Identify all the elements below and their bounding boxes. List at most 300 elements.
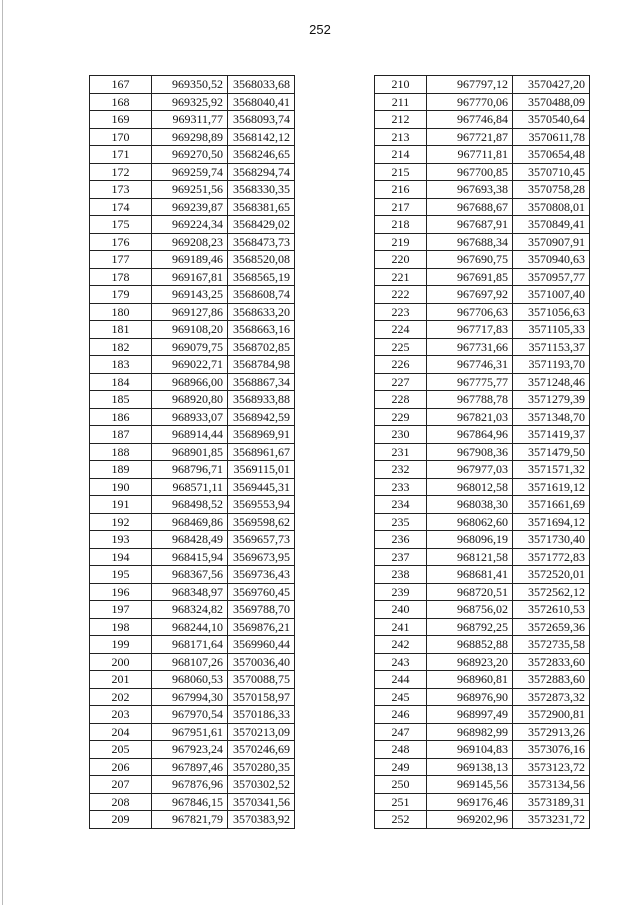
table-row: [375, 741, 590, 759]
table-row: [90, 618, 295, 636]
y-coordinate-cell: 3570186,33: [228, 706, 295, 724]
x-coordinate-cell: 968121,58: [427, 548, 513, 566]
y-coordinate-cell: 3570158,97: [228, 688, 295, 706]
y-coordinate-cell: 3570957,77: [513, 268, 590, 286]
point-number-cell: 200: [90, 653, 152, 671]
x-coordinate-cell: 969325,92: [152, 93, 228, 111]
table-row: [90, 111, 295, 129]
table-row: [90, 811, 295, 829]
table-row: [375, 461, 590, 479]
y-coordinate-cell: 3573134,56: [513, 776, 590, 794]
point-number-cell: 168: [90, 93, 152, 111]
y-coordinate-cell: 3569736,43: [228, 566, 295, 584]
table-row: [90, 233, 295, 251]
table-row: [375, 793, 590, 811]
table-row: [90, 198, 295, 216]
x-coordinate-cell: 968920,80: [152, 391, 228, 409]
y-coordinate-cell: 3568142,12: [228, 128, 295, 146]
y-coordinate-cell: 3569657,73: [228, 531, 295, 549]
y-coordinate-cell: 3570280,35: [228, 758, 295, 776]
point-number-cell: 244: [375, 671, 427, 689]
point-number-cell: 250: [375, 776, 427, 794]
table-row: [90, 373, 295, 391]
point-number-cell: 229: [375, 408, 427, 426]
y-coordinate-cell: 3568093,74: [228, 111, 295, 129]
y-coordinate-cell: 3568246,65: [228, 146, 295, 164]
point-number-cell: 223: [375, 303, 427, 321]
table-row: [90, 76, 295, 94]
x-coordinate-cell: 968923,20: [427, 653, 513, 671]
y-coordinate-cell: 3571007,40: [513, 286, 590, 304]
point-number-cell: 247: [375, 723, 427, 741]
table-row: [90, 181, 295, 199]
x-coordinate-cell: 967688,67: [427, 198, 513, 216]
y-coordinate-cell: 3570907,91: [513, 233, 590, 251]
x-coordinate-cell: 968976,90: [427, 688, 513, 706]
x-coordinate-cell: 967797,12: [427, 76, 513, 94]
x-coordinate-cell: 968367,56: [152, 566, 228, 584]
point-number-cell: 191: [90, 496, 152, 514]
y-coordinate-cell: 3572735,58: [513, 636, 590, 654]
y-coordinate-cell: 3573123,72: [513, 758, 590, 776]
y-coordinate-cell: 3568520,08: [228, 251, 295, 269]
coordinates-table-right-body: [375, 76, 590, 829]
point-number-cell: 238: [375, 566, 427, 584]
point-number-cell: 183: [90, 356, 152, 374]
table-row: [375, 338, 590, 356]
table-row: [90, 286, 295, 304]
y-coordinate-cell: 3572900,81: [513, 706, 590, 724]
y-coordinate-cell: 3572883,60: [513, 671, 590, 689]
x-coordinate-cell: 969104,83: [427, 741, 513, 759]
table-row: [90, 601, 295, 619]
table-row: [90, 688, 295, 706]
point-number-cell: 222: [375, 286, 427, 304]
table-row: [90, 443, 295, 461]
point-number-cell: 208: [90, 793, 152, 811]
table-row: [90, 583, 295, 601]
point-number-cell: 239: [375, 583, 427, 601]
y-coordinate-cell: 3570302,52: [228, 776, 295, 794]
x-coordinate-cell: 967994,30: [152, 688, 228, 706]
point-number-cell: 182: [90, 338, 152, 356]
x-coordinate-cell: 968107,26: [152, 653, 228, 671]
x-coordinate-cell: 967721,87: [427, 128, 513, 146]
point-number-cell: 175: [90, 216, 152, 234]
y-coordinate-cell: 3571153,37: [513, 338, 590, 356]
y-coordinate-cell: 3572873,32: [513, 688, 590, 706]
table-row: [90, 758, 295, 776]
x-coordinate-cell: 969202,96: [427, 811, 513, 829]
table-row: [90, 653, 295, 671]
x-coordinate-cell: 968096,19: [427, 531, 513, 549]
y-coordinate-cell: 3572520,01: [513, 566, 590, 584]
y-coordinate-cell: 3569445,31: [228, 478, 295, 496]
x-coordinate-cell: 967821,03: [427, 408, 513, 426]
table-row: [90, 706, 295, 724]
x-coordinate-cell: 969208,23: [152, 233, 228, 251]
point-number-cell: 189: [90, 461, 152, 479]
y-coordinate-cell: 3568702,85: [228, 338, 295, 356]
coordinates-table-right: [374, 75, 590, 829]
table-row: [375, 198, 590, 216]
x-coordinate-cell: 969298,89: [152, 128, 228, 146]
y-coordinate-cell: 3571419,37: [513, 426, 590, 444]
point-number-cell: 220: [375, 251, 427, 269]
y-coordinate-cell: 3570036,40: [228, 653, 295, 671]
point-number-cell: 228: [375, 391, 427, 409]
point-number-cell: 215: [375, 163, 427, 181]
x-coordinate-cell: 968062,60: [427, 513, 513, 531]
point-number-cell: 233: [375, 478, 427, 496]
x-coordinate-cell: 969189,46: [152, 251, 228, 269]
y-coordinate-cell: 3569960,44: [228, 636, 295, 654]
y-coordinate-cell: 3570654,48: [513, 146, 590, 164]
table-row: [90, 636, 295, 654]
point-number-cell: 197: [90, 601, 152, 619]
x-coordinate-cell: 968348,97: [152, 583, 228, 601]
point-number-cell: 210: [375, 76, 427, 94]
point-number-cell: 231: [375, 443, 427, 461]
table-row: [375, 478, 590, 496]
table-row: [90, 163, 295, 181]
x-coordinate-cell: 968171,64: [152, 636, 228, 654]
table-row: [375, 776, 590, 794]
x-coordinate-cell: 969108,20: [152, 321, 228, 339]
table-row: [375, 531, 590, 549]
table-row: [375, 636, 590, 654]
point-number-cell: 196: [90, 583, 152, 601]
point-number-cell: 204: [90, 723, 152, 741]
y-coordinate-cell: 3570427,20: [513, 76, 590, 94]
x-coordinate-cell: 969259,74: [152, 163, 228, 181]
y-coordinate-cell: 3568565,19: [228, 268, 295, 286]
y-coordinate-cell: 3569673,95: [228, 548, 295, 566]
y-coordinate-cell: 3571193,70: [513, 356, 590, 374]
scan-edge-line: [2, 0, 3, 905]
table-row: [90, 93, 295, 111]
y-coordinate-cell: 3569876,21: [228, 618, 295, 636]
y-coordinate-cell: 3569553,94: [228, 496, 295, 514]
x-coordinate-cell: 967746,31: [427, 356, 513, 374]
x-coordinate-cell: 968415,94: [152, 548, 228, 566]
point-number-cell: 227: [375, 373, 427, 391]
point-number-cell: 249: [375, 758, 427, 776]
table-row: [90, 531, 295, 549]
y-coordinate-cell: 3572913,26: [513, 723, 590, 741]
table-row: [90, 513, 295, 531]
table-row: [90, 251, 295, 269]
y-coordinate-cell: 3570808,01: [513, 198, 590, 216]
table-row: [90, 216, 295, 234]
x-coordinate-cell: 969079,75: [152, 338, 228, 356]
point-number-cell: 192: [90, 513, 152, 531]
x-coordinate-cell: 968324,82: [152, 601, 228, 619]
table-row: [375, 216, 590, 234]
y-coordinate-cell: 3568867,34: [228, 373, 295, 391]
y-coordinate-cell: 3570940,63: [513, 251, 590, 269]
coordinates-table-left: [89, 75, 295, 829]
x-coordinate-cell: 969224,34: [152, 216, 228, 234]
table-row: [90, 723, 295, 741]
y-coordinate-cell: 3571661,69: [513, 496, 590, 514]
table-row: [90, 426, 295, 444]
y-coordinate-cell: 3568294,74: [228, 163, 295, 181]
point-number-cell: 241: [375, 618, 427, 636]
table-row: [375, 93, 590, 111]
point-number-cell: 212: [375, 111, 427, 129]
point-number-cell: 193: [90, 531, 152, 549]
y-coordinate-cell: 3570540,64: [513, 111, 590, 129]
y-coordinate-cell: 3568473,73: [228, 233, 295, 251]
table-row: [375, 356, 590, 374]
y-coordinate-cell: 3571571,32: [513, 461, 590, 479]
point-number-cell: 225: [375, 338, 427, 356]
y-coordinate-cell: 3571479,50: [513, 443, 590, 461]
y-coordinate-cell: 3570246,69: [228, 741, 295, 759]
point-number-cell: 201: [90, 671, 152, 689]
point-number-cell: 205: [90, 741, 152, 759]
x-coordinate-cell: 967697,92: [427, 286, 513, 304]
table-row: [90, 321, 295, 339]
table-row: [375, 583, 590, 601]
x-coordinate-cell: 967951,61: [152, 723, 228, 741]
table-row: [375, 548, 590, 566]
y-coordinate-cell: 3568961,67: [228, 443, 295, 461]
point-number-cell: 207: [90, 776, 152, 794]
x-coordinate-cell: 968469,86: [152, 513, 228, 531]
y-coordinate-cell: 3572562,12: [513, 583, 590, 601]
table-row: [375, 618, 590, 636]
y-coordinate-cell: 3569115,01: [228, 461, 295, 479]
x-coordinate-cell: 967846,15: [152, 793, 228, 811]
y-coordinate-cell: 3570341,56: [228, 793, 295, 811]
point-number-cell: 169: [90, 111, 152, 129]
x-coordinate-cell: 967746,84: [427, 111, 513, 129]
x-coordinate-cell: 967908,36: [427, 443, 513, 461]
point-number-cell: 199: [90, 636, 152, 654]
point-number-cell: 174: [90, 198, 152, 216]
x-coordinate-cell: 969167,81: [152, 268, 228, 286]
y-coordinate-cell: 3568784,98: [228, 356, 295, 374]
x-coordinate-cell: 968852,88: [427, 636, 513, 654]
point-number-cell: 184: [90, 373, 152, 391]
table-row: [375, 76, 590, 94]
x-coordinate-cell: 968244,10: [152, 618, 228, 636]
table-row: [375, 111, 590, 129]
table-row: [375, 688, 590, 706]
table-row: [375, 321, 590, 339]
x-coordinate-cell: 967700,85: [427, 163, 513, 181]
y-coordinate-cell: 3572610,53: [513, 601, 590, 619]
x-coordinate-cell: 967706,63: [427, 303, 513, 321]
y-coordinate-cell: 3569598,62: [228, 513, 295, 531]
y-coordinate-cell: 3571619,12: [513, 478, 590, 496]
x-coordinate-cell: 969311,77: [152, 111, 228, 129]
point-number-cell: 232: [375, 461, 427, 479]
page-number: 252: [309, 22, 331, 37]
table-row: [375, 146, 590, 164]
point-number-cell: 242: [375, 636, 427, 654]
point-number-cell: 177: [90, 251, 152, 269]
point-number-cell: 179: [90, 286, 152, 304]
point-number-cell: 218: [375, 216, 427, 234]
x-coordinate-cell: 968914,44: [152, 426, 228, 444]
point-number-cell: 181: [90, 321, 152, 339]
x-coordinate-cell: 967897,46: [152, 758, 228, 776]
x-coordinate-cell: 968796,71: [152, 461, 228, 479]
table-row: [90, 356, 295, 374]
x-coordinate-cell: 967691,85: [427, 268, 513, 286]
table-row: [90, 391, 295, 409]
table-row: [375, 408, 590, 426]
table-row: [90, 128, 295, 146]
point-number-cell: 237: [375, 548, 427, 566]
y-coordinate-cell: 3571248,46: [513, 373, 590, 391]
table-row: [90, 146, 295, 164]
point-number-cell: 172: [90, 163, 152, 181]
x-coordinate-cell: 969251,56: [152, 181, 228, 199]
point-number-cell: 211: [375, 93, 427, 111]
table-row: [375, 601, 590, 619]
y-coordinate-cell: 3573189,31: [513, 793, 590, 811]
table-row: [90, 496, 295, 514]
point-number-cell: 187: [90, 426, 152, 444]
point-number-cell: 230: [375, 426, 427, 444]
table-row: [375, 653, 590, 671]
y-coordinate-cell: 3568608,74: [228, 286, 295, 304]
x-coordinate-cell: 967775,77: [427, 373, 513, 391]
point-number-cell: 214: [375, 146, 427, 164]
point-number-cell: 219: [375, 233, 427, 251]
x-coordinate-cell: 967788,78: [427, 391, 513, 409]
x-coordinate-cell: 968720,51: [427, 583, 513, 601]
y-coordinate-cell: 3571279,39: [513, 391, 590, 409]
y-coordinate-cell: 3570710,45: [513, 163, 590, 181]
y-coordinate-cell: 3571105,33: [513, 321, 590, 339]
y-coordinate-cell: 3570758,28: [513, 181, 590, 199]
point-number-cell: 252: [375, 811, 427, 829]
table-row: [90, 338, 295, 356]
y-coordinate-cell: 3568942,59: [228, 408, 295, 426]
point-number-cell: 186: [90, 408, 152, 426]
point-number-cell: 248: [375, 741, 427, 759]
point-number-cell: 234: [375, 496, 427, 514]
x-coordinate-cell: 968038,30: [427, 496, 513, 514]
y-coordinate-cell: 3570213,09: [228, 723, 295, 741]
point-number-cell: 251: [375, 793, 427, 811]
x-coordinate-cell: 968933,07: [152, 408, 228, 426]
x-coordinate-cell: 968966,00: [152, 373, 228, 391]
table-row: [90, 268, 295, 286]
y-coordinate-cell: 3569788,70: [228, 601, 295, 619]
x-coordinate-cell: 967977,03: [427, 461, 513, 479]
x-coordinate-cell: 967711,81: [427, 146, 513, 164]
y-coordinate-cell: 3572659,36: [513, 618, 590, 636]
table-row: [375, 496, 590, 514]
x-coordinate-cell: 968901,85: [152, 443, 228, 461]
x-coordinate-cell: 969270,50: [152, 146, 228, 164]
x-coordinate-cell: 969176,46: [427, 793, 513, 811]
point-number-cell: 221: [375, 268, 427, 286]
point-number-cell: 185: [90, 391, 152, 409]
table-row: [375, 181, 590, 199]
x-coordinate-cell: 967970,54: [152, 706, 228, 724]
x-coordinate-cell: 967876,96: [152, 776, 228, 794]
y-coordinate-cell: 3568381,65: [228, 198, 295, 216]
y-coordinate-cell: 3568933,88: [228, 391, 295, 409]
table-row: [375, 268, 590, 286]
y-coordinate-cell: 3573076,16: [513, 741, 590, 759]
y-coordinate-cell: 3568033,68: [228, 76, 295, 94]
x-coordinate-cell: 967770,06: [427, 93, 513, 111]
point-number-cell: 178: [90, 268, 152, 286]
y-coordinate-cell: 3571056,63: [513, 303, 590, 321]
point-number-cell: 236: [375, 531, 427, 549]
y-coordinate-cell: 3568330,35: [228, 181, 295, 199]
y-coordinate-cell: 3570383,92: [228, 811, 295, 829]
y-coordinate-cell: 3571348,70: [513, 408, 590, 426]
y-coordinate-cell: 3568969,91: [228, 426, 295, 444]
table-row: [375, 233, 590, 251]
x-coordinate-cell: 967923,24: [152, 741, 228, 759]
x-coordinate-cell: 969022,71: [152, 356, 228, 374]
x-coordinate-cell: 967688,34: [427, 233, 513, 251]
table-row: [90, 548, 295, 566]
x-coordinate-cell: 968982,99: [427, 723, 513, 741]
x-coordinate-cell: 969350,52: [152, 76, 228, 94]
x-coordinate-cell: 968997,49: [427, 706, 513, 724]
x-coordinate-cell: 967690,75: [427, 251, 513, 269]
x-coordinate-cell: 967693,38: [427, 181, 513, 199]
point-number-cell: 235: [375, 513, 427, 531]
table-row: [375, 391, 590, 409]
point-number-cell: 240: [375, 601, 427, 619]
y-coordinate-cell: 3568429,02: [228, 216, 295, 234]
table-row: [90, 478, 295, 496]
x-coordinate-cell: 967687,91: [427, 216, 513, 234]
point-number-cell: 224: [375, 321, 427, 339]
coordinates-table-left-body: [90, 76, 295, 829]
table-row: [90, 741, 295, 759]
table-row: [90, 303, 295, 321]
x-coordinate-cell: 968681,41: [427, 566, 513, 584]
table-row: [375, 303, 590, 321]
x-coordinate-cell: 968571,11: [152, 478, 228, 496]
table-row: [375, 706, 590, 724]
point-number-cell: 180: [90, 303, 152, 321]
y-coordinate-cell: 3571730,40: [513, 531, 590, 549]
x-coordinate-cell: 969138,13: [427, 758, 513, 776]
table-row: [90, 793, 295, 811]
table-row: [90, 776, 295, 794]
x-coordinate-cell: 969145,56: [427, 776, 513, 794]
x-coordinate-cell: 968792,25: [427, 618, 513, 636]
x-coordinate-cell: 967864,96: [427, 426, 513, 444]
y-coordinate-cell: 3568663,16: [228, 321, 295, 339]
x-coordinate-cell: 968960,81: [427, 671, 513, 689]
point-number-cell: 194: [90, 548, 152, 566]
table-row: [375, 811, 590, 829]
table-row: [375, 566, 590, 584]
point-number-cell: 217: [375, 198, 427, 216]
table-row: [375, 163, 590, 181]
point-number-cell: 202: [90, 688, 152, 706]
y-coordinate-cell: 3568040,41: [228, 93, 295, 111]
point-number-cell: 245: [375, 688, 427, 706]
point-number-cell: 173: [90, 181, 152, 199]
point-number-cell: 209: [90, 811, 152, 829]
